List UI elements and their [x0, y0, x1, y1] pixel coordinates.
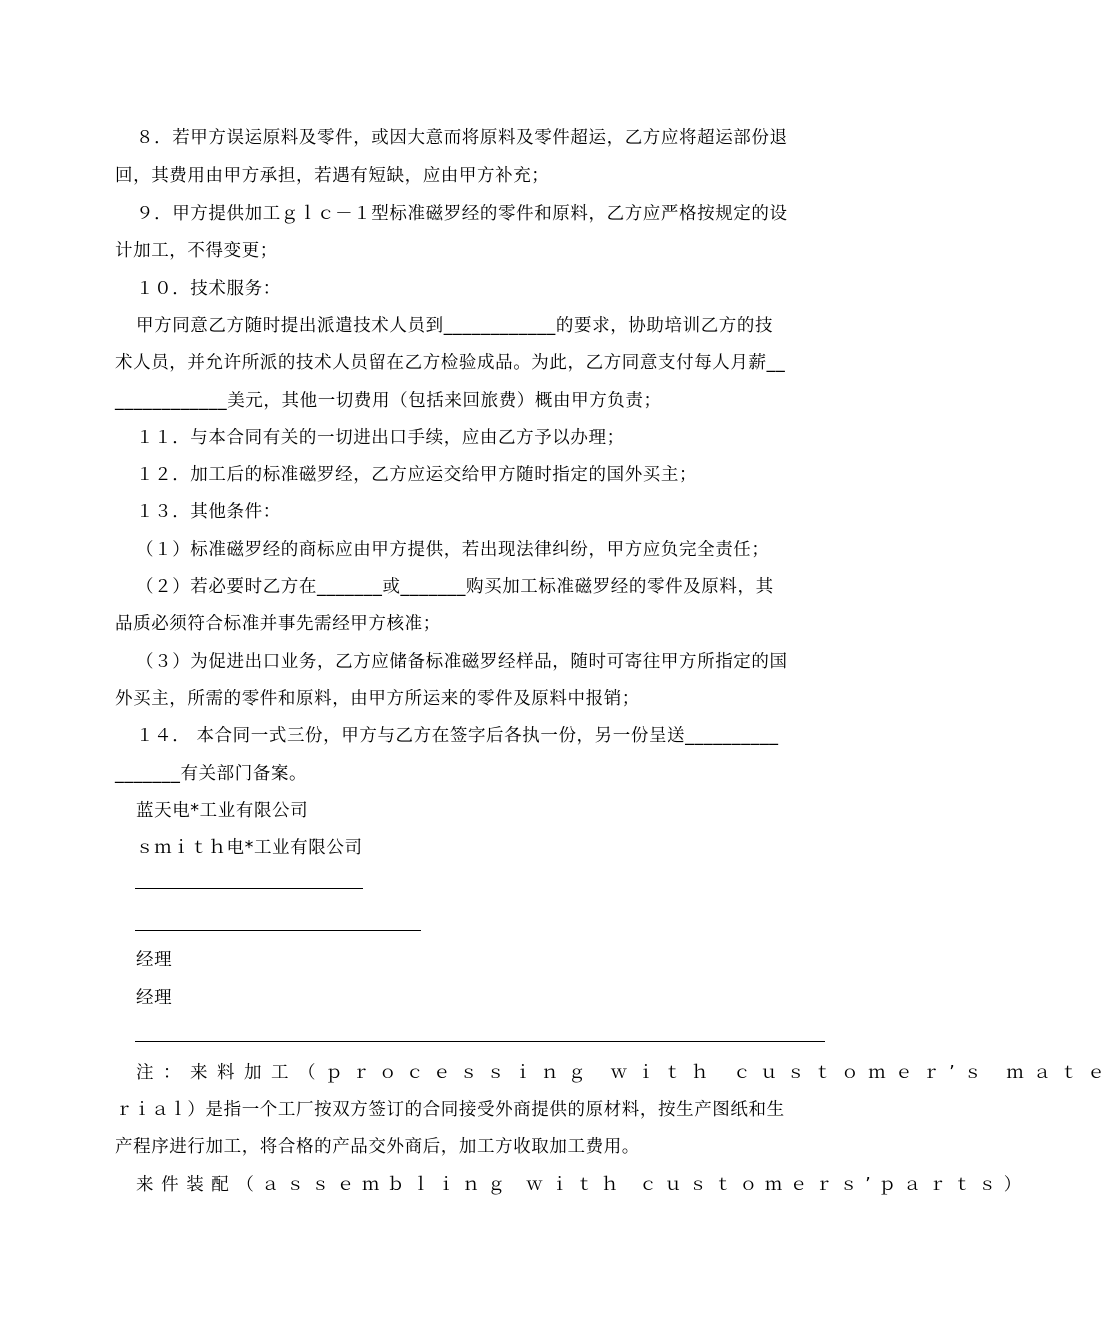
- clause-9-line-2: 计加工，不得变更；: [115, 241, 278, 261]
- note-line-4: 来件装配（ａｓｓｅｍｂｌｉｎｇ ｗｉｔｈ ｃｕｓｔｏｍｅｒｓ’ｐａｒｔｓ）: [136, 1175, 1029, 1195]
- clause-14-line-1: １４． 本合同一式三份，甲方与乙方在签字后各执一份，另一份呈送__________: [136, 726, 779, 746]
- clause-12: １２．加工后的标准磁罗经，乙方应运交给甲方随时指定的国外买主；: [136, 465, 698, 485]
- clause-13-heading: １３．其他条件：: [136, 502, 281, 522]
- party-b-name: ｓｍｉｔｈ电*工业有限公司: [136, 838, 363, 858]
- clause-14-line-2: _______有关部门备案。: [115, 764, 308, 784]
- party-b-manager: 经理: [136, 988, 173, 1008]
- section-divider: [135, 1041, 825, 1042]
- clause-8-line-2: 回，其费用由甲方承担，若遇有短缺，应由甲方补充；: [115, 166, 550, 186]
- clause-10-line-2: 术人员，并允许所派的技术人员留在乙方检验成品。为此，乙方同意支付每人月薪__: [115, 353, 786, 373]
- party-a-name: 蓝天电*工业有限公司: [136, 801, 309, 821]
- note-line-3: 产程序进行加工，将合格的产品交外商后，加工方收取加工费用。: [115, 1137, 640, 1157]
- clause-8-line-1: ８．若甲方误运原料及零件，或因大意而将原料及零件超运，乙方应将超运部份退: [136, 128, 788, 148]
- clause-10-heading: １０．技术服务：: [136, 279, 281, 299]
- clause-13-item-1: （１）标准磁罗经的商标应由甲方提供，若出现法律纠纷，甲方应负完全责任；: [136, 540, 770, 560]
- signature-line-party-a: [135, 888, 363, 889]
- clause-11: １１．与本合同有关的一切进出口手续，应由乙方予以办理；: [136, 428, 625, 448]
- clause-13-item-3-line-2: 外买主，所需的零件和原料，由甲方所运来的零件及原料中报销；: [115, 689, 640, 709]
- clause-10-line-1: 甲方同意乙方随时提出派遣技术人员到____________的要求，协助培训乙方的技: [136, 316, 774, 336]
- clause-13-item-2-line-1: （２）若必要时乙方在_______或_______购买加工标准磁罗经的零件及原料，其: [136, 577, 774, 597]
- clause-9-line-1: ９．甲方提供加工ｇｌｃ－１型标准磁罗经的零件和原料，乙方应严格按规定的设: [136, 204, 788, 224]
- clause-10-line-3: ____________美元，其他一切费用（包括来回旅费）概由甲方负责；: [115, 391, 662, 411]
- note-line-1: 注：来料加工（ｐｒｏｃｅｓｓｉｎｇ ｗｉｔｈ ｃｕｓｔｏｍｅｒ’ｓ ｍａｔｅ: [136, 1063, 1114, 1083]
- signature-line-party-b: [135, 930, 421, 931]
- party-a-manager: 经理: [136, 950, 173, 970]
- clause-13-item-2-line-2: 品质必须符合标准并事先需经甲方核准；: [115, 614, 441, 634]
- clause-13-item-3-line-1: （３）为促进出口业务，乙方应储备标准磁罗经样品，随时可寄往甲方所指定的国: [136, 652, 788, 672]
- note-line-2: ｒｉａｌ）是指一个工厂按双方签订的合同接受外商提供的原材料，按生产图纸和生: [115, 1100, 785, 1120]
